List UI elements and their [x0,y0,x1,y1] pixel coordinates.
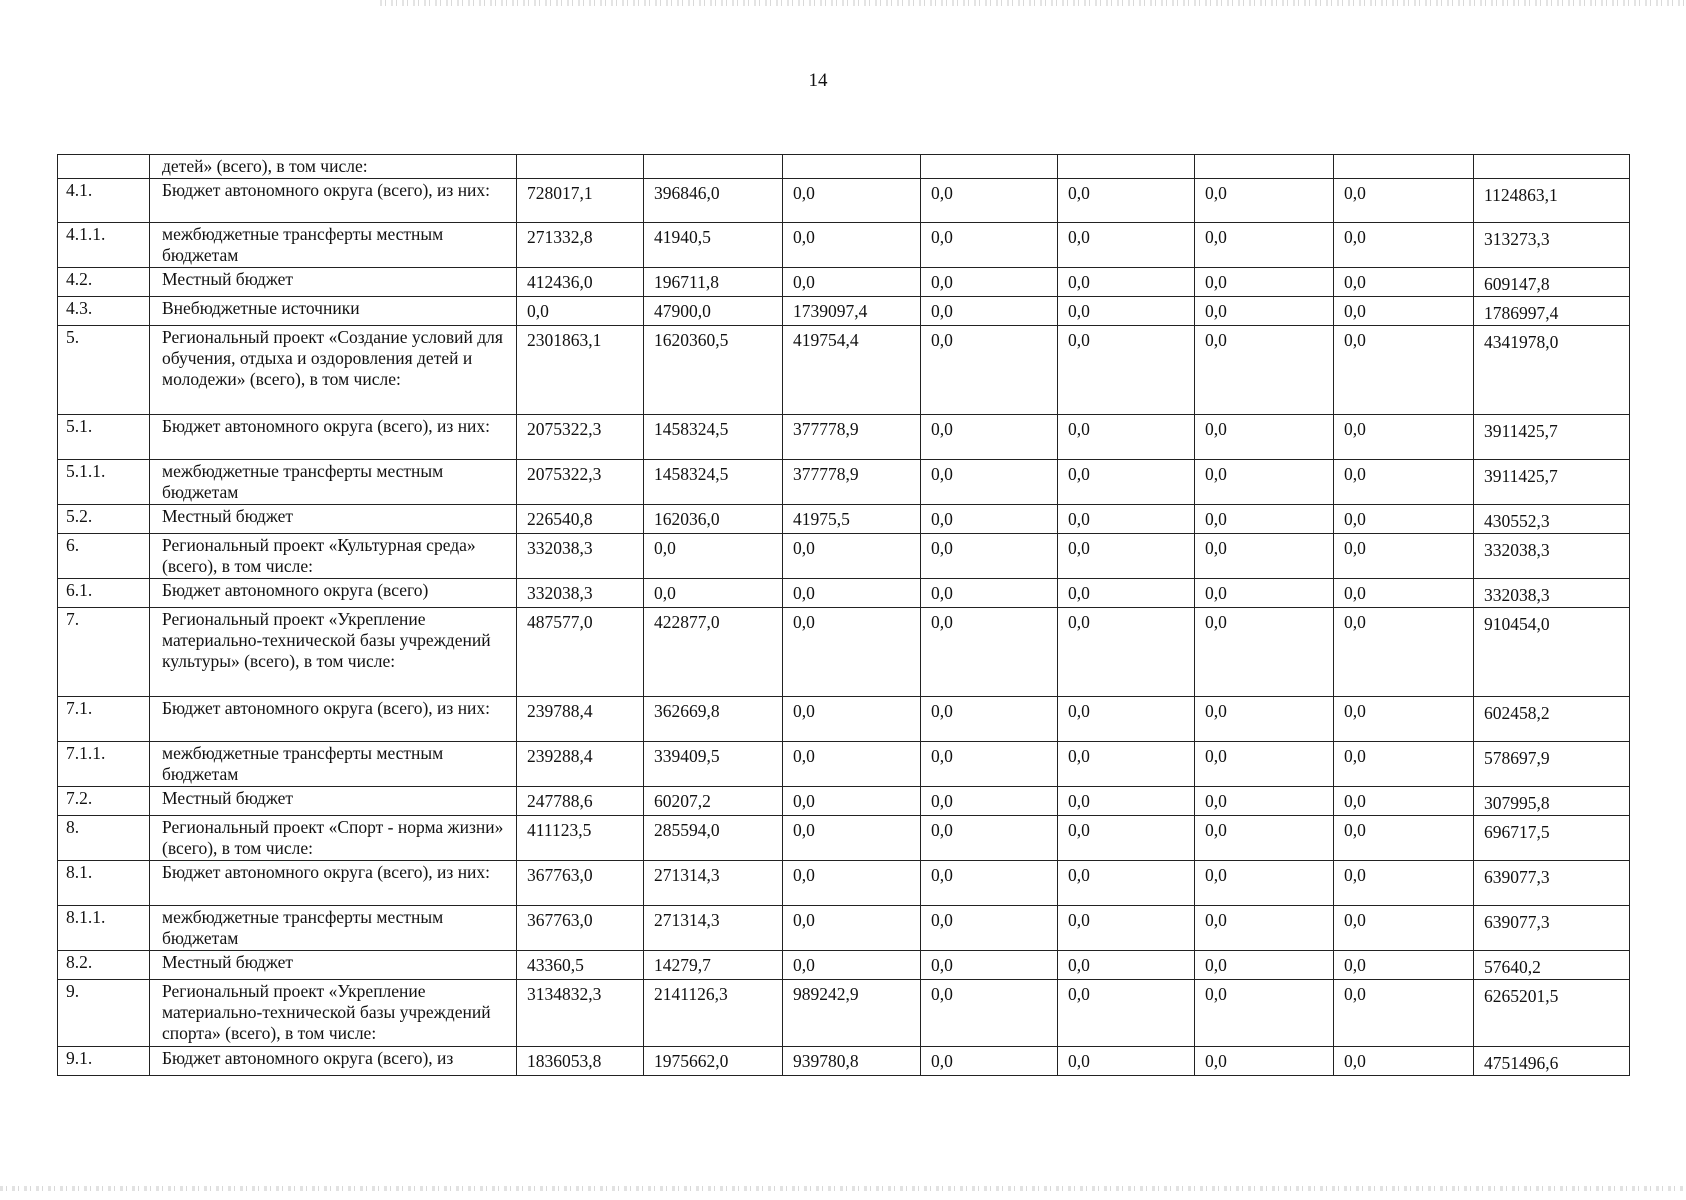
row-name-cell: межбюджетные трансферты местным бюджетам [150,906,517,951]
table-row [58,608,1630,697]
value-cell: 1458324,5 [644,415,783,460]
value-cell: 0,0 [921,326,1058,415]
value-cell: 0,0 [1058,742,1195,787]
table-row [58,223,1630,268]
table-row [58,155,1630,179]
value-cell: 3134832,3 [517,980,644,1047]
total-value-cell: 609147,8 [1474,268,1630,297]
value-cell: 0,0 [921,579,1058,608]
value-cell: 0,0 [1334,861,1474,906]
row-name-cell: межбюджетные трансферты местным бюджетам [150,223,517,268]
value-cell: 285594,0 [644,816,783,861]
value-cell: 411123,5 [517,816,644,861]
value-cell: 47900,0 [644,297,783,326]
value-cell: 271314,3 [644,861,783,906]
table-row [58,1047,1630,1076]
row-code-cell: 8.1. [58,861,150,906]
value-cell: 396846,0 [644,179,783,223]
row-name-cell: Внебюджетные источники [150,297,517,326]
row-name-cell: межбюджетные трансферты местным бюджетам [150,460,517,505]
value-cell: 0,0 [1195,460,1334,505]
row-code-cell: 9. [58,980,150,1047]
row-name-cell: Бюджет автономного округа (всего), из них: [150,179,517,223]
value-cell: 0,0 [1058,505,1195,534]
value-cell: 0,0 [1334,505,1474,534]
value-cell: 271332,8 [517,223,644,268]
page-number: 14 [808,70,828,91]
row-name-cell: Бюджет автономного округа (всего), из [150,1047,517,1076]
value-cell: 0,0 [1334,326,1474,415]
total-value-cell: 578697,9 [1474,742,1630,787]
row-code-cell: 9.1. [58,1047,150,1076]
table-row [58,742,1630,787]
value-cell: 0,0 [1195,534,1334,579]
value-cell: 1836053,8 [517,1047,644,1076]
value-cell: 2075322,3 [517,460,644,505]
value-cell: 0,0 [1058,460,1195,505]
row-code-cell: 4.3. [58,297,150,326]
row-name-cell: Бюджет автономного округа (всего), из них: [150,861,517,906]
value-cell: 0,0 [783,608,921,697]
total-value-cell: 430552,3 [1474,505,1630,534]
value-cell: 0,0 [1058,906,1195,951]
value-cell: 0,0 [1195,951,1334,980]
row-name-cell: Региональный проект «Создание условий для обучения, отдыха и оздоровления детей и молодежи» (всего), в том числе: [150,326,517,415]
value-cell: 247788,6 [517,787,644,816]
row-code-cell: 7.1.1. [58,742,150,787]
value-cell: 0,0 [1334,787,1474,816]
row-code-cell: 7.1. [58,697,150,742]
value-cell: 367763,0 [517,861,644,906]
value-cell: 0,0 [1195,579,1334,608]
value-cell: 0,0 [1334,1047,1474,1076]
value-cell: 0,0 [921,268,1058,297]
value-cell: 0,0 [1058,816,1195,861]
value-cell: 0,0 [1195,297,1334,326]
value-cell: 362669,8 [644,697,783,742]
value-cell: 0,0 [1058,980,1195,1047]
value-cell: 0,0 [1334,816,1474,861]
value-cell: 0,0 [1195,505,1334,534]
value-cell: 0,0 [1334,697,1474,742]
value-cell: 0,0 [1195,326,1334,415]
value-cell: 60207,2 [644,787,783,816]
value-cell: 0,0 [783,906,921,951]
value-cell: 0,0 [1058,297,1195,326]
value-cell: 0,0 [783,179,921,223]
row-name-cell: детей» (всего), в том числе: [150,155,517,179]
value-cell: 14279,7 [644,951,783,980]
value-cell: 1739097,4 [783,297,921,326]
value-cell: 0,0 [1195,816,1334,861]
row-code-cell: 4.1. [58,179,150,223]
row-name-cell: Региональный проект «Спорт - норма жизни» (всего), в том числе: [150,816,517,861]
total-value-cell: 696717,5 [1474,816,1630,861]
value-cell: 0,0 [921,297,1058,326]
value-cell: 377778,9 [783,415,921,460]
value-cell: 0,0 [1058,326,1195,415]
total-value-cell: 1786997,4 [1474,297,1630,326]
value-cell: 0,0 [921,608,1058,697]
row-code-cell [58,155,150,179]
total-value-cell: 332038,3 [1474,534,1630,579]
value-cell: 1620360,5 [644,326,783,415]
value-cell: 0,0 [1058,179,1195,223]
value-cell: 2141126,3 [644,980,783,1047]
value-cell: 0,0 [921,816,1058,861]
row-code-cell: 8.2. [58,951,150,980]
value-cell: 0,0 [783,861,921,906]
value-cell: 0,0 [921,951,1058,980]
row-code-cell: 6.1. [58,579,150,608]
value-cell: 939780,8 [783,1047,921,1076]
row-name-cell: Бюджет автономного округа (всего) [150,579,517,608]
total-value-cell: 57640,2 [1474,951,1630,980]
value-cell [1334,155,1474,179]
row-code-cell: 7.2. [58,787,150,816]
value-cell: 0,0 [921,980,1058,1047]
value-cell: 0,0 [921,906,1058,951]
value-cell: 0,0 [783,787,921,816]
value-cell: 1458324,5 [644,460,783,505]
value-cell: 0,0 [783,534,921,579]
value-cell: 0,0 [1334,223,1474,268]
value-cell: 0,0 [1195,608,1334,697]
value-cell: 0,0 [1195,1047,1334,1076]
value-cell: 0,0 [1334,415,1474,460]
value-cell: 728017,1 [517,179,644,223]
table-row [58,179,1630,223]
row-name-cell: Бюджет автономного округа (всего), из них: [150,415,517,460]
table-row [58,697,1630,742]
table-row [58,951,1630,980]
table-row [58,906,1630,951]
value-cell: 0,0 [783,951,921,980]
value-cell: 0,0 [1334,608,1474,697]
row-code-cell: 8. [58,816,150,861]
value-cell: 0,0 [921,534,1058,579]
value-cell: 339409,5 [644,742,783,787]
row-name-cell: Региональный проект «Укрепление материально-технической базы учреждений спорта» (всего), в том числе: [150,980,517,1047]
value-cell: 0,0 [517,297,644,326]
value-cell: 0,0 [783,816,921,861]
row-name-cell: Региональный проект «Укрепление материально-технической базы учреждений культуры» (всего), в том числе: [150,608,517,697]
value-cell: 332038,3 [517,579,644,608]
row-code-cell: 4.2. [58,268,150,297]
value-cell: 0,0 [921,697,1058,742]
value-cell: 2301863,1 [517,326,644,415]
row-code-cell: 4.1.1. [58,223,150,268]
total-value-cell: 307995,8 [1474,787,1630,816]
row-code-cell: 5. [58,326,150,415]
value-cell: 2075322,3 [517,415,644,460]
value-cell: 0,0 [644,534,783,579]
scan-edge-top [380,0,1686,6]
value-cell: 0,0 [1058,268,1195,297]
value-cell: 0,0 [921,179,1058,223]
value-cell: 0,0 [1195,223,1334,268]
value-cell [1058,155,1195,179]
row-code-cell: 8.1.1. [58,906,150,951]
value-cell: 0,0 [1334,460,1474,505]
table-row [58,268,1630,297]
table-row [58,579,1630,608]
row-name-cell: Местный бюджет [150,787,517,816]
total-value-cell: 639077,3 [1474,906,1630,951]
row-name-cell: Региональный проект «Культурная среда» (всего), в том числе: [150,534,517,579]
value-cell: 0,0 [1195,268,1334,297]
total-value-cell: 639077,3 [1474,861,1630,906]
value-cell: 0,0 [1195,697,1334,742]
value-cell: 0,0 [1058,608,1195,697]
value-cell: 0,0 [1334,742,1474,787]
value-cell: 0,0 [1195,179,1334,223]
value-cell: 0,0 [921,415,1058,460]
value-cell: 271314,3 [644,906,783,951]
value-cell: 377778,9 [783,460,921,505]
value-cell: 419754,4 [783,326,921,415]
value-cell: 0,0 [1334,579,1474,608]
value-cell: 226540,8 [517,505,644,534]
row-name-cell: межбюджетные трансферты местным бюджетам [150,742,517,787]
row-name-cell: Местный бюджет [150,951,517,980]
total-value-cell: 4751496,6 [1474,1047,1630,1076]
total-value-cell: 1124863,1 [1474,179,1630,223]
value-cell [517,155,644,179]
budget-table-body [58,155,1630,1076]
value-cell: 0,0 [1058,534,1195,579]
value-cell: 0,0 [1334,906,1474,951]
table-row [58,787,1630,816]
value-cell: 41940,5 [644,223,783,268]
value-cell: 0,0 [921,861,1058,906]
value-cell: 0,0 [1195,980,1334,1047]
row-name-cell: Бюджет автономного округа (всего), из них: [150,697,517,742]
table-row [58,415,1630,460]
table-row [58,505,1630,534]
value-cell: 196711,8 [644,268,783,297]
value-cell: 0,0 [644,579,783,608]
table-row [58,861,1630,906]
table-row [58,816,1630,861]
total-value-cell: 910454,0 [1474,608,1630,697]
value-cell: 0,0 [921,460,1058,505]
row-code-cell: 5.1. [58,415,150,460]
value-cell: 0,0 [1058,579,1195,608]
value-cell: 0,0 [783,742,921,787]
value-cell: 0,0 [1058,861,1195,906]
value-cell: 367763,0 [517,906,644,951]
table-row [58,980,1630,1047]
value-cell: 0,0 [1195,906,1334,951]
total-value-cell: 4341978,0 [1474,326,1630,415]
value-cell: 0,0 [1334,268,1474,297]
row-name-cell: Местный бюджет [150,268,517,297]
total-value-cell: 602458,2 [1474,697,1630,742]
row-code-cell: 7. [58,608,150,697]
value-cell: 1975662,0 [644,1047,783,1076]
value-cell: 0,0 [1058,697,1195,742]
total-value-cell: 313273,3 [1474,223,1630,268]
value-cell: 0,0 [1195,742,1334,787]
value-cell: 0,0 [921,742,1058,787]
row-name-cell: Местный бюджет [150,505,517,534]
value-cell: 239288,4 [517,742,644,787]
value-cell: 0,0 [1058,415,1195,460]
value-cell: 0,0 [1058,787,1195,816]
value-cell: 422877,0 [644,608,783,697]
value-cell [921,155,1058,179]
value-cell: 0,0 [921,787,1058,816]
table-row [58,326,1630,415]
value-cell: 0,0 [921,223,1058,268]
row-code-cell: 5.2. [58,505,150,534]
total-value-cell: 3911425,7 [1474,460,1630,505]
value-cell: 239788,4 [517,697,644,742]
scan-edge-bottom [0,1186,1686,1191]
total-value-cell: 332038,3 [1474,579,1630,608]
value-cell [644,155,783,179]
value-cell: 332038,3 [517,534,644,579]
total-value-cell: 6265201,5 [1474,980,1630,1047]
value-cell: 0,0 [1334,297,1474,326]
value-cell: 0,0 [1058,223,1195,268]
value-cell: 0,0 [1195,861,1334,906]
value-cell: 0,0 [1195,415,1334,460]
value-cell: 0,0 [1334,951,1474,980]
value-cell [1195,155,1334,179]
budget-table [57,154,1630,1076]
value-cell: 0,0 [783,579,921,608]
table-row [58,534,1630,579]
value-cell: 0,0 [1334,980,1474,1047]
value-cell: 0,0 [783,223,921,268]
value-cell: 0,0 [921,505,1058,534]
value-cell: 0,0 [1195,787,1334,816]
value-cell: 412436,0 [517,268,644,297]
total-value-cell: 3911425,7 [1474,415,1630,460]
value-cell: 43360,5 [517,951,644,980]
value-cell: 162036,0 [644,505,783,534]
value-cell: 0,0 [921,1047,1058,1076]
value-cell: 0,0 [783,697,921,742]
value-cell: 41975,5 [783,505,921,534]
value-cell: 487577,0 [517,608,644,697]
row-code-cell: 5.1.1. [58,460,150,505]
value-cell: 0,0 [783,268,921,297]
value-cell [783,155,921,179]
table-row [58,297,1630,326]
total-value-cell [1474,155,1630,179]
value-cell: 0,0 [1334,534,1474,579]
value-cell: 0,0 [1334,179,1474,223]
table-row [58,460,1630,505]
row-code-cell: 6. [58,534,150,579]
value-cell: 989242,9 [783,980,921,1047]
value-cell: 0,0 [1058,1047,1195,1076]
value-cell: 0,0 [1058,951,1195,980]
